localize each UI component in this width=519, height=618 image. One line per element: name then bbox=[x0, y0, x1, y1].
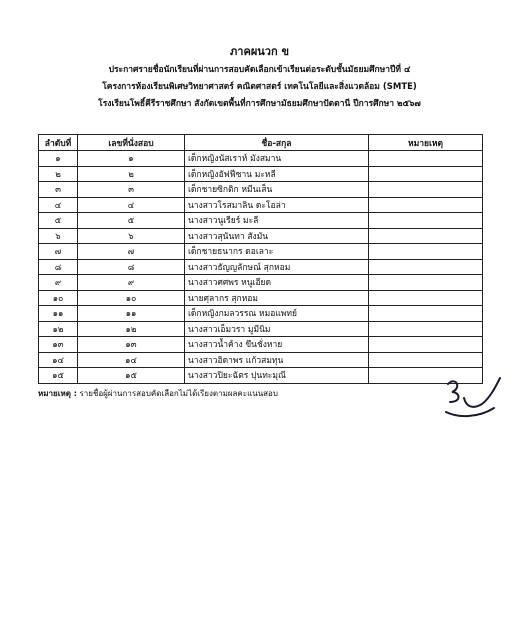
table-row bbox=[39, 259, 483, 275]
row-remark bbox=[369, 166, 483, 182]
row-remark bbox=[369, 275, 483, 291]
row-name: นางสาวโรสมาลิน ดะโอล่า bbox=[185, 197, 369, 213]
row-name: นางสาวธัญญลักษณ์ สุกหอม bbox=[185, 259, 369, 275]
row-order: ๑๔ bbox=[39, 352, 78, 368]
table-row bbox=[39, 213, 483, 229]
row-remark bbox=[369, 321, 483, 337]
table-row bbox=[39, 337, 483, 353]
row-name: นางสาวสุนันทา สังมัน bbox=[185, 228, 369, 244]
row-name: เด็กชายซิกติก หมีนเส็น bbox=[185, 182, 369, 198]
header-seat-number: เลขที่นั่งสอบ bbox=[78, 135, 185, 151]
row-name: นางสาวนูเรียร์ มะลี bbox=[185, 213, 369, 229]
signature-icon bbox=[438, 372, 502, 422]
footnote-text: รายชื่อผู้ผ่านการสอบคัดเลือกไม่ได้เรียงตามผลคะแนนสอบ bbox=[76, 389, 278, 398]
row-seat: ๑ bbox=[78, 151, 185, 167]
row-seat: ๑๓ bbox=[78, 337, 185, 353]
page-title: ภาคผนวก ข bbox=[230, 45, 289, 58]
header-order: ลำดับที่ bbox=[39, 135, 78, 151]
row-remark bbox=[369, 244, 483, 260]
announcement-line-3: โรงเรียนโพธิ์คีรีราชศึกษา สังกัดเขตพื้นที่การศึกษามัธยมศึกษาปัตตานี ปีการศึกษา ๒๕๖๗ bbox=[98, 99, 421, 109]
row-remark bbox=[369, 352, 483, 368]
row-remark bbox=[369, 213, 483, 229]
row-seat: ๑๕ bbox=[78, 368, 185, 384]
row-name: เด็กหญิงนัสเราห์ มังสมาน bbox=[185, 151, 369, 167]
row-order: ๔ bbox=[39, 197, 78, 213]
row-name: เด็กหญิงกมลวรรณ หมอแพทย์ bbox=[185, 306, 369, 322]
row-name: นายศุลากร สุกหอม bbox=[185, 290, 369, 306]
row-name: นางสาวน้ำค้าง ขึนชั่งหาย bbox=[185, 337, 369, 353]
table-row bbox=[39, 306, 483, 322]
row-name: เด็กหญิงอัฟฟีซาน มะหลี bbox=[185, 166, 369, 182]
row-seat: ๔ bbox=[78, 197, 185, 213]
table-row bbox=[39, 275, 483, 291]
row-seat: ๕ bbox=[78, 213, 185, 229]
row-remark bbox=[369, 197, 483, 213]
table-row bbox=[39, 197, 483, 213]
student-roster-table bbox=[38, 134, 483, 384]
row-order: ๖ bbox=[39, 228, 78, 244]
table-row bbox=[39, 368, 483, 384]
row-remark bbox=[369, 306, 483, 322]
table-row bbox=[39, 151, 483, 167]
row-seat: ๙ bbox=[78, 275, 185, 291]
row-seat: ๘ bbox=[78, 259, 185, 275]
row-seat: ๑๑ bbox=[78, 306, 185, 322]
row-order: ๑ bbox=[39, 151, 78, 167]
row-order: ๓ bbox=[39, 182, 78, 198]
row-order: ๗ bbox=[39, 244, 78, 260]
table-row bbox=[39, 352, 483, 368]
row-name: นางสาวศศพร หนูเอียด bbox=[185, 275, 369, 291]
table-header-row bbox=[39, 135, 483, 151]
table-row bbox=[39, 321, 483, 337]
row-name: นางสาวปิยะฉัตร ปุนทะมุณี bbox=[185, 368, 369, 384]
row-remark bbox=[369, 290, 483, 306]
row-seat: ๖ bbox=[78, 228, 185, 244]
row-order: ๘ bbox=[39, 259, 78, 275]
header-remark: หมายเหตุ bbox=[369, 135, 483, 151]
table-row bbox=[39, 290, 483, 306]
footnote-label: หมายเหตุ : bbox=[38, 389, 77, 398]
table-row bbox=[39, 182, 483, 198]
table-row bbox=[39, 244, 483, 260]
row-order: ๑๓ bbox=[39, 337, 78, 353]
row-order: ๕ bbox=[39, 213, 78, 229]
row-name: นางสาวอิดาพร แก้วสมทุน bbox=[185, 352, 369, 368]
announcement-line-2: โครงการห้องเรียนพิเศษวิทยาศาสตร์ คณิตศาสตร์ เทคโนโลยีและสิ่งแวดล้อม (SMTE) bbox=[102, 82, 417, 92]
header-full-name: ชื่อ-สกุล bbox=[185, 135, 369, 151]
row-order: ๑๒ bbox=[39, 321, 78, 337]
table-row bbox=[39, 228, 483, 244]
row-order: ๑๑ bbox=[39, 306, 78, 322]
row-remark bbox=[369, 151, 483, 167]
table-row bbox=[39, 166, 483, 182]
row-seat: ๓ bbox=[78, 182, 185, 198]
row-name: เด็กชายธนากร ดอเลาะ bbox=[185, 244, 369, 260]
row-order: ๙ bbox=[39, 275, 78, 291]
row-remark bbox=[369, 228, 483, 244]
announcement-line-1: ประกาศรายชื่อนักเรียนที่ผ่านการสอบคัดเลือกเข้าเรียนต่อระดับชั้นมัธยมศึกษาปีที่ ๔ bbox=[108, 65, 411, 75]
row-remark bbox=[369, 182, 483, 198]
row-remark bbox=[369, 259, 483, 275]
row-order: ๑๕ bbox=[39, 368, 78, 384]
row-seat: ๑๔ bbox=[78, 352, 185, 368]
row-seat: ๑๒ bbox=[78, 321, 185, 337]
row-order: ๒ bbox=[39, 166, 78, 182]
row-order: ๑๐ bbox=[39, 290, 78, 306]
row-remark bbox=[369, 337, 483, 353]
row-seat: ๑๐ bbox=[78, 290, 185, 306]
row-seat: ๒ bbox=[78, 166, 185, 182]
footnote bbox=[38, 387, 278, 400]
row-seat: ๗ bbox=[78, 244, 185, 260]
row-name: นางสาวเอ็มวรา มูมีนิม bbox=[185, 321, 369, 337]
